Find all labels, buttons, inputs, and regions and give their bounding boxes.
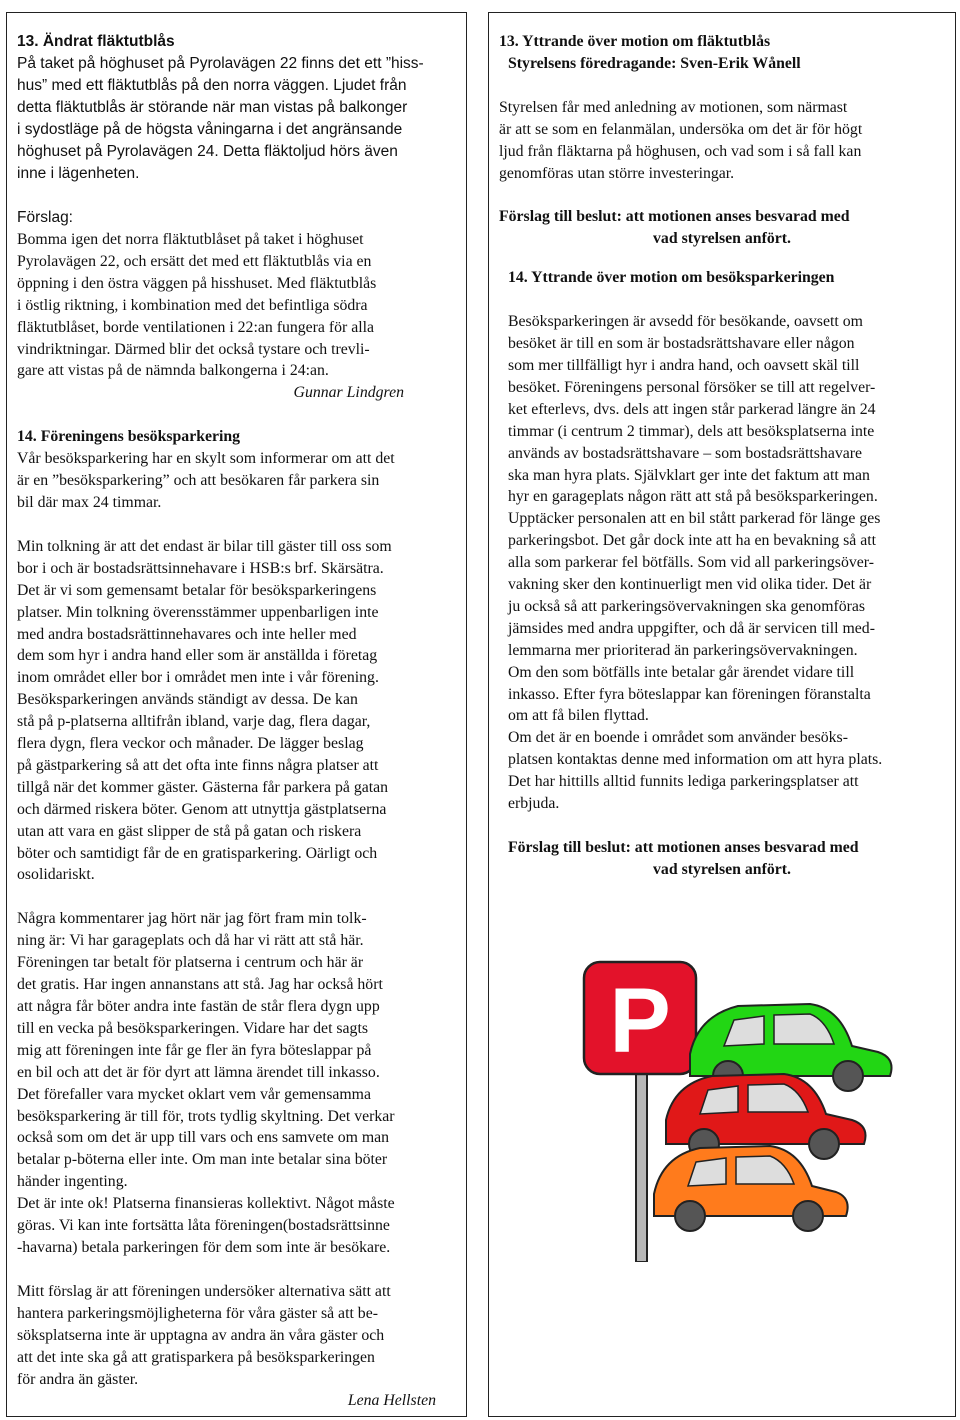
text-line: fläktutblåset, borde ventilationen i 22:an fungera för alla <box>17 318 375 336</box>
text-line: händer ingenting. <box>17 1173 128 1191</box>
text-line: stå på p-platserna alltifrån ibland, varje dag, flera dagar, <box>17 713 371 731</box>
text-line: mig att föreningen inte får ge fler än fyra böteslappar på <box>17 1041 372 1059</box>
text-line: ljud från fläktarna på höghusen, och vad som i så fall kan <box>499 142 862 160</box>
text-line: böter och samtidigt får de en gratisparkering. Oärligt och <box>17 844 378 862</box>
text-line: På taket på höghuset på Pyrolavägen 22 finns det ett ”hiss- <box>17 55 424 72</box>
reply-13-title: 13. Yttrande över motion om fläktutblås <box>499 33 771 50</box>
text-line: Det är vi som gemensamt betalar för besöksparkeringens <box>17 581 377 599</box>
section-13-body <box>17 53 456 185</box>
reply-13-decision: Förslag till beslut: att motionen anses besvarad med <box>499 208 850 226</box>
text-line: Det är inte ok! Platserna finansieras kollektivt. Något måste <box>17 1195 395 1213</box>
text-line: till en vecka på besöksparkeringen. Vidare har det sagts <box>17 1019 368 1037</box>
text-line: ning är: Vi har garageplats och då har vi rätt att stå här. <box>17 932 364 950</box>
reply-14-body <box>499 311 945 815</box>
text-line: utan att vara en gäst slipper de stå på gatan och riskera <box>17 822 362 840</box>
reply-14-decision-cont: vad styrelsen anfört. <box>653 860 791 878</box>
text-line: Om den som bötfälls inte betalar går ärendet vidare till <box>508 663 855 681</box>
reply-13-decision-cont: vad styrelsen anfört. <box>653 230 791 248</box>
text-line: också som om det är upp till vars och ens samvete om man <box>17 1129 390 1147</box>
text-line: inne i lägenheten. <box>17 165 140 182</box>
reply-13-presenter: Styrelsens föredragande: Sven-Erik Wånell <box>508 54 801 72</box>
text-line: alla som parkerar fel bötfälls. Som vid all parkeringsöver- <box>508 554 874 572</box>
text-line: vindriktningar. Därmed blir det också tystare och trevli- <box>17 340 370 358</box>
text-line: är att se som en felanmälan, undersöka om det är för högt <box>499 120 863 138</box>
comments-paragraph <box>17 908 456 1259</box>
signature-lena: Lena Hellsten <box>347 1392 436 1410</box>
text-line: att det inte ska gå att gratisparkera på besöksparkeringen <box>17 1348 375 1366</box>
text-line: Bomma igen det norra fläktutblåset på taket i höghuset <box>17 231 364 248</box>
text-line: att några får böter andra inte fastän de står flera dygn upp <box>17 998 380 1015</box>
text-line: söksplatserna inte är upptagna av andra än våra gäster och <box>17 1326 385 1344</box>
text-line: ska man hyra plats. Självklart ger inte det faktum att man <box>508 466 870 484</box>
text-line: Besöksparkeringen är avsedd för besökande, oavsett om <box>508 313 863 331</box>
text-line: Det förefaller vara mycket oklart vem vår gemensamma <box>17 1085 371 1103</box>
text-line: Styrelsen får med anledning av motionen, som närmast <box>499 98 848 116</box>
text-line: Vår besöksparkering har en skylt som informerar om att det <box>17 450 395 468</box>
text-line: med andra bostadsrättinnehavares och inte heller med <box>17 625 357 643</box>
text-line: osolidariskt. <box>17 866 95 884</box>
sign-letter: P <box>609 970 671 1072</box>
text-line: bil där max 24 timmar. <box>17 493 162 511</box>
proposal-body <box>17 229 456 382</box>
text-line: besöket. Föreningens personal försöker se till att regelver- <box>508 378 876 396</box>
text-line: Det har hittills alltid funnits lediga parkeringsplatser att <box>508 773 859 791</box>
text-line: höghuset på Pyrolavägen 24. Detta fläktoljud hörs även <box>17 143 398 160</box>
text-line: används av bostadsrättshavare – som bostadsrättshavare <box>508 444 863 462</box>
text-line: inom området eller bor i området men inte i vår förening. <box>17 669 379 687</box>
text-line: erbjuda. <box>508 795 560 813</box>
text-line: platser. Min tolkning överensstämmer uppenbarligen inte <box>17 603 379 621</box>
text-line: parkeringsbot. Det går dock inte att ha en bevakning så att <box>508 532 877 550</box>
left-column <box>6 12 467 1417</box>
proposal-label: Förslag: <box>17 209 73 226</box>
text-line: tillgå när det kommer gäster. Gästerna får parkera på gatan <box>17 778 389 796</box>
text-line: inkasso. Efter fyra böteslappar kan föreningen föranstalta <box>508 685 871 703</box>
text-line: hantera parkeringsmöjligheterna för våra gäster så att be- <box>17 1304 378 1322</box>
proposal-paragraph <box>17 1281 456 1391</box>
text-line: om att få bilen flyttad. <box>508 707 649 725</box>
text-line: i sydostläge på de högsta våningarna i det angränsande <box>17 121 403 138</box>
text-line: Mitt förslag är att föreningen undersöker alternativa sätt att <box>17 1282 391 1300</box>
text-line: platsen kontaktas denne med information om att hyra plats. <box>508 751 883 769</box>
parking-illustration <box>578 956 904 1262</box>
text-line: detta fläktutblås är störande när man vistas på balkonger <box>17 99 408 116</box>
text-line: en bil och att det är för dyrt att lämna ärendet till inkasso. <box>17 1063 380 1081</box>
text-line: bor i och är bostadsrättsinnehavare i HSB:s brf. Skärsätra. <box>17 559 384 577</box>
section-14-title: 14. Föreningens besöksparkering <box>17 428 241 446</box>
text-line: hus” med ett fläktutblås på den norra väggen. Ljudet från <box>17 77 407 94</box>
text-line: göras. Vi kan inte fortsätta låta föreningen(bostadsrättsinne <box>17 1217 390 1235</box>
text-line: -havarna) betala parkeringen för dem som inte är besökare. <box>17 1238 391 1256</box>
text-line: för andra än gäster. <box>17 1370 139 1388</box>
signature-gunnar: Gunnar Lindgren <box>293 384 404 402</box>
text-line: i östlig riktning, i kombination med det befintliga södra <box>17 296 368 314</box>
text-line: dem som hyr i andra hand eller som är anställda i företag <box>17 647 378 665</box>
text-line: vakning sker den kontinuerligt men vid olika tider. Det är <box>508 576 872 594</box>
text-line: som mer tillfälligt hyr i andra hand, och oavsett skäl till <box>508 356 860 374</box>
reply-14-decision: Förslag till beslut: att motionen anses besvarad med <box>508 839 859 856</box>
text-line: på gästparkering så att det ofta inte finns några platser att <box>17 756 379 774</box>
text-line: ket efterlevs, dvs. dels att ingen står parkerad längre än 24 <box>508 400 876 418</box>
text-line: lemmarna mer prioriterad än parkeringsövervakningen. <box>508 641 858 659</box>
text-line: hyr en garageplats någon rätt att stå på besöksparkeringen. <box>508 488 878 506</box>
text-line: gare att vistas på de nämnda balkongerna i 24:an. <box>17 362 329 380</box>
text-line: Om det är en boende i området som använder besöks- <box>508 729 848 747</box>
text-line: betalar p-böterna eller inte. Om man inte betalar sina böter <box>17 1151 388 1169</box>
text-line: Några kommentarer jag hört när jag fört fram min tolk- <box>17 910 367 928</box>
reply-14-title: 14. Yttrande över motion om besöksparkeringen <box>508 269 835 287</box>
text-line: Pyrolavägen 22, och ersätt det med ett fläktutblås via en <box>17 252 372 270</box>
text-line: timmar (i centrum 2 timmar), dels att besöksplatserna inte <box>508 422 875 440</box>
reply-13-body <box>499 97 945 185</box>
text-line: Min tolkning är att det endast är bilar till gäster till oss som <box>17 537 392 555</box>
text-line: Besöksparkeringen används ständigt av dessa. De kan <box>17 691 358 709</box>
text-line: genomföras utan större investeringar. <box>499 164 735 182</box>
text-line: jämsides med andra uppgifter, och då är servicen till med- <box>508 619 875 637</box>
text-line: Upptäcker personalen att en bil stått parkerad för länge ges <box>508 510 881 528</box>
text-line: öppning i den östra väggen på hisshuset. Med fläktutblås <box>17 274 377 292</box>
interpretation-paragraph <box>17 536 456 887</box>
text-line: Föreningen tar betalt för platserna i centrum och här är <box>17 954 364 972</box>
text-line: och därmed riskera böter. Genom att utnyttja gästplatserna <box>17 800 387 818</box>
text-line: ju också så att parkeringsövervakningen ska genomföras <box>508 597 866 615</box>
text-line: besöket är till en som är bostadsrättshavare eller någon <box>508 335 855 353</box>
text-line: det gratis. Har ingen annanstans att stå. Jag har också hört <box>17 976 383 994</box>
section-13-title: 13. Ändrat fläktutblås <box>17 33 175 50</box>
text-line: besöksparkering är till för, trots tydlig skyltning. Det verkar <box>17 1107 395 1125</box>
section-14-body <box>17 448 456 514</box>
text-line: flera dygn, flera veckor och månader. De lägger beslag <box>17 735 364 753</box>
text-line: är en ”besöksparkering” och att besökaren får parkera sin <box>17 472 380 490</box>
